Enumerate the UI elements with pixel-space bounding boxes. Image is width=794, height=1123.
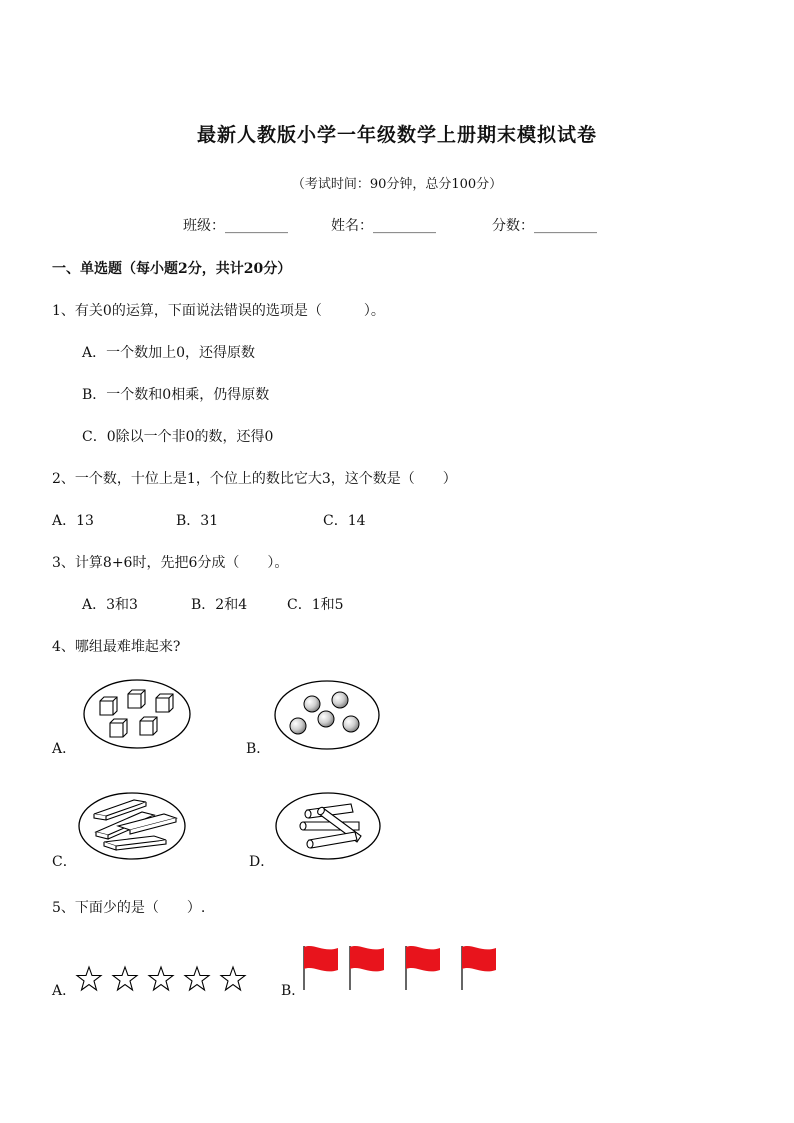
flags-group bbox=[302, 944, 502, 994]
question-2-option-b: B．31 bbox=[176, 513, 219, 529]
question-2-option-a: A．13 bbox=[52, 513, 94, 529]
cubes-plate-icon bbox=[82, 678, 192, 750]
question-3-option-b: B．2和4 bbox=[191, 597, 248, 613]
red-flag-icon bbox=[406, 946, 440, 990]
question-1-option-c: C．0除以一个非0的数，还得0 bbox=[82, 429, 274, 445]
question-3-stem: 3、计算8+6时，先把6分成（ ）。 bbox=[52, 555, 289, 571]
cylinders-plate-icon bbox=[275, 792, 381, 860]
star-outline-icon bbox=[113, 967, 137, 990]
question-3-option-a: A．3和3 bbox=[82, 597, 138, 613]
red-flag-icon bbox=[304, 946, 338, 990]
question-1-stem: 1、有关0的运算，下面说法错误的选项是（ ）。 bbox=[52, 303, 385, 319]
name-field: 姓名：_________ bbox=[331, 218, 436, 234]
question-1-option-a: A．一个数加上0，还得原数 bbox=[82, 345, 256, 361]
question-4-option-d: D． bbox=[249, 854, 275, 870]
question-5-stem: 5、下面少的是（ ）. bbox=[52, 900, 206, 916]
question-5-option-a: A． bbox=[52, 983, 77, 999]
score-field: 分数：_________ bbox=[492, 218, 597, 234]
star-outline-icon bbox=[185, 967, 209, 990]
question-4-option-a: A． bbox=[52, 741, 77, 757]
question-3-option-c: C．1和5 bbox=[287, 597, 344, 613]
question-1-option-b: B．一个数和0相乘，仍得原数 bbox=[82, 387, 270, 403]
question-2-option-c: C．14 bbox=[323, 513, 366, 529]
star-outline-icon bbox=[77, 967, 101, 990]
exam-subtitle: （考试时间：90分钟，总分100分） bbox=[291, 177, 503, 192]
balls-plate-icon bbox=[274, 680, 380, 750]
question-2-stem: 2、一个数，十位上是1，个位上的数比它大3，这个数是（ ） bbox=[52, 471, 457, 487]
red-flag-icon bbox=[462, 946, 496, 990]
question-4-option-c: C． bbox=[52, 854, 77, 870]
class-field: 班级：_________ bbox=[183, 218, 288, 234]
page-title: 最新人教版小学一年级数学上册期末模拟试卷 bbox=[196, 124, 597, 146]
star-outline-icon bbox=[149, 967, 173, 990]
question-4-option-b: B． bbox=[246, 741, 271, 757]
star-outline-icon bbox=[221, 967, 245, 990]
stars-group bbox=[76, 966, 252, 992]
question-5-option-b: B． bbox=[281, 983, 306, 999]
section-heading: 一、单选题（每小题2分，共计20分） bbox=[52, 261, 292, 277]
boards-plate-icon bbox=[78, 792, 186, 860]
question-4-stem: 4、哪组最难堆起来? bbox=[52, 639, 181, 655]
red-flag-icon bbox=[350, 946, 384, 990]
